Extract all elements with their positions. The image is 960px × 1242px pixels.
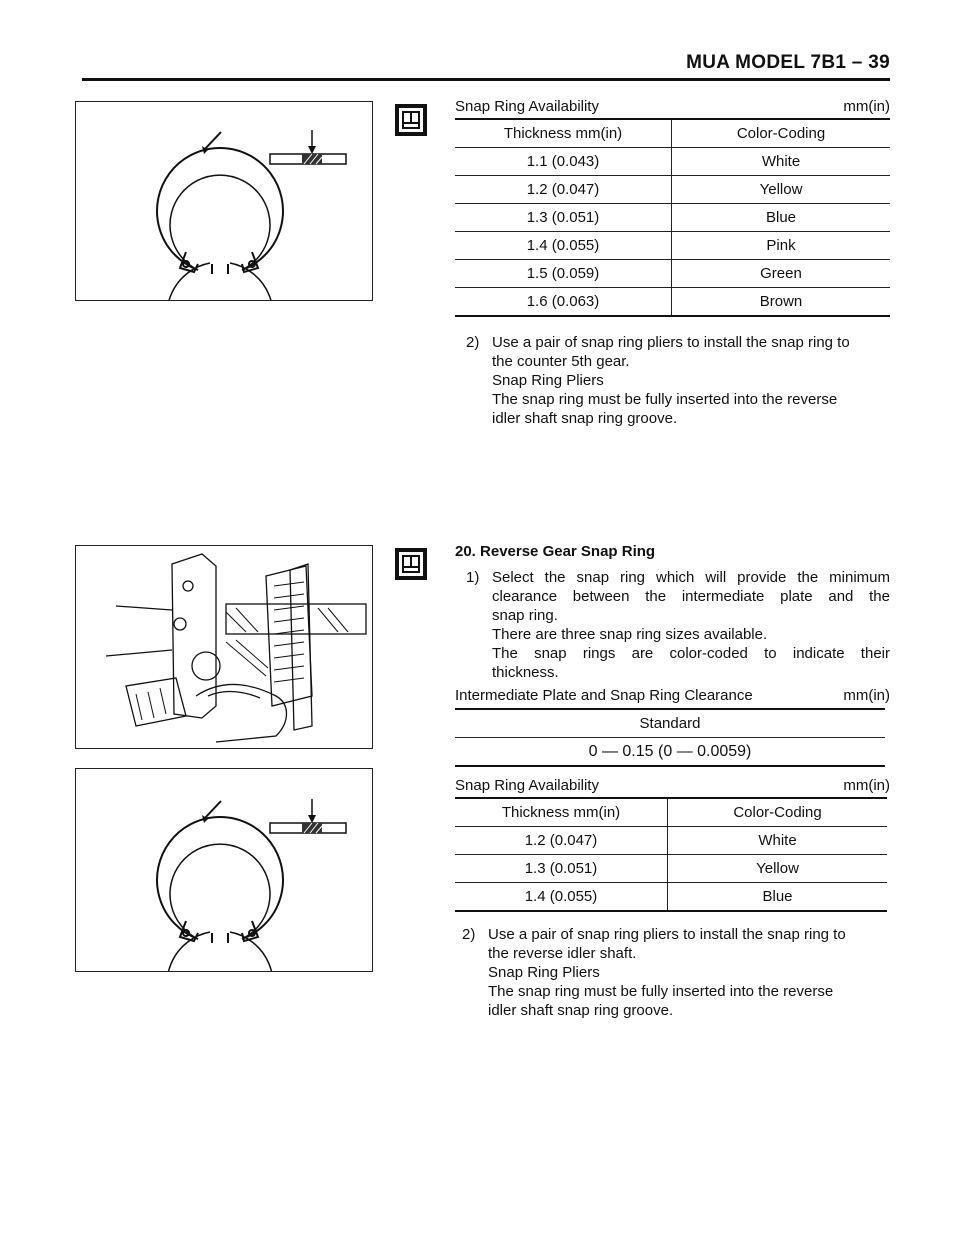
step-2-reverse-idler	[462, 925, 892, 1025]
step-line: The snap rings are color-coded to indicate their	[492, 645, 890, 662]
reverse-gear-figure	[75, 545, 373, 749]
step-line: idler shaft snap ring groove.	[492, 410, 678, 427]
table-cell: Brown	[672, 288, 891, 317]
step-1-select-snap-ring	[466, 568, 890, 688]
step-line: the counter 5th gear.	[492, 353, 630, 370]
table-cell: Blue	[668, 883, 888, 912]
header-rule	[82, 78, 890, 81]
step-line: There are three snap ring sizes available.	[492, 626, 768, 643]
table-cell: Yellow	[672, 176, 891, 204]
table-cell: 1.3 (0.051)	[455, 855, 668, 883]
table-cell: Blue	[672, 204, 891, 232]
snap-ring-figure-2	[75, 768, 373, 972]
snap-ring-diagram	[76, 102, 372, 300]
table-cell: 1.6 (0.063)	[455, 288, 672, 317]
table1-header-color: Color-Coding	[672, 119, 891, 148]
table-cell: White	[672, 148, 891, 176]
step-line: idler shaft snap ring groove.	[488, 1002, 674, 1019]
table-cell: 1.2 (0.047)	[455, 827, 668, 855]
step-line: snap ring.	[492, 607, 558, 624]
table-cell: 1.3 (0.051)	[455, 204, 672, 232]
snap-ring-availability-table-2	[455, 797, 887, 912]
step-2-counter-gear	[466, 333, 896, 433]
table-cell: Yellow	[668, 855, 888, 883]
table1-unit: mm(in)	[843, 98, 890, 115]
clearance-table	[455, 708, 885, 767]
snap-ring-diagram	[76, 769, 372, 971]
step-line: Select the snap ring which will provide the minimum	[492, 569, 890, 586]
table2-header-color: Color-Coding	[668, 798, 888, 827]
table-cell: 1.1 (0.043)	[455, 148, 672, 176]
table-cell: 1.2 (0.047)	[455, 176, 672, 204]
table2-caption-text: Snap Ring Availability	[455, 777, 599, 794]
table-cell: 1.4 (0.055)	[455, 232, 672, 260]
step-number: 1)	[466, 569, 480, 586]
step-line: clearance between the intermediate plate and the	[492, 588, 890, 605]
table-cell: White	[668, 827, 888, 855]
step-line: Use a pair of snap ring pliers to install the snap ring to	[492, 334, 850, 351]
clearance-header-standard: Standard	[455, 709, 885, 738]
clearance-caption-text: Intermediate Plate and Snap Ring Clearance	[455, 687, 753, 704]
step-line: Snap Ring Pliers	[488, 964, 600, 981]
table1-header-thickness: Thickness mm(in)	[455, 119, 672, 148]
gear-assembly-illustration	[76, 546, 372, 748]
snap-ring-figure-1	[75, 101, 373, 301]
clearance-value: 0 — 0.15 (0 — 0.0059)	[455, 738, 885, 767]
table-cell: Pink	[672, 232, 891, 260]
section-20-title: 20. Reverse Gear Snap Ring	[455, 543, 656, 560]
table1-caption	[455, 98, 890, 115]
table1-caption-text: Snap Ring Availability	[455, 98, 599, 115]
page-header-title: MUA MODEL 7B1 – 39	[686, 52, 890, 73]
step-line: The snap ring must be fully inserted into the reverse	[488, 983, 834, 1000]
specification-icon	[394, 547, 428, 581]
table-cell: Green	[672, 260, 891, 288]
table-cell: 1.4 (0.055)	[455, 883, 668, 912]
step-line: The snap ring must be fully inserted into the reverse	[492, 391, 838, 408]
step-number: 2)	[466, 334, 480, 351]
step-line: thickness.	[492, 664, 559, 681]
clearance-caption	[455, 687, 890, 704]
step-line: Use a pair of snap ring pliers to install the snap ring to	[488, 926, 846, 943]
step-line: the reverse idler shaft.	[488, 945, 637, 962]
step-number: 2)	[462, 926, 476, 943]
clearance-unit: mm(in)	[843, 687, 890, 704]
specification-icon	[394, 103, 428, 137]
table2-header-thickness: Thickness mm(in)	[455, 798, 668, 827]
table-cell: 1.5 (0.059)	[455, 260, 672, 288]
table2-caption	[455, 777, 890, 794]
step-line: Snap Ring Pliers	[492, 372, 604, 389]
snap-ring-availability-table-1	[455, 118, 890, 317]
table2-unit: mm(in)	[843, 777, 890, 794]
